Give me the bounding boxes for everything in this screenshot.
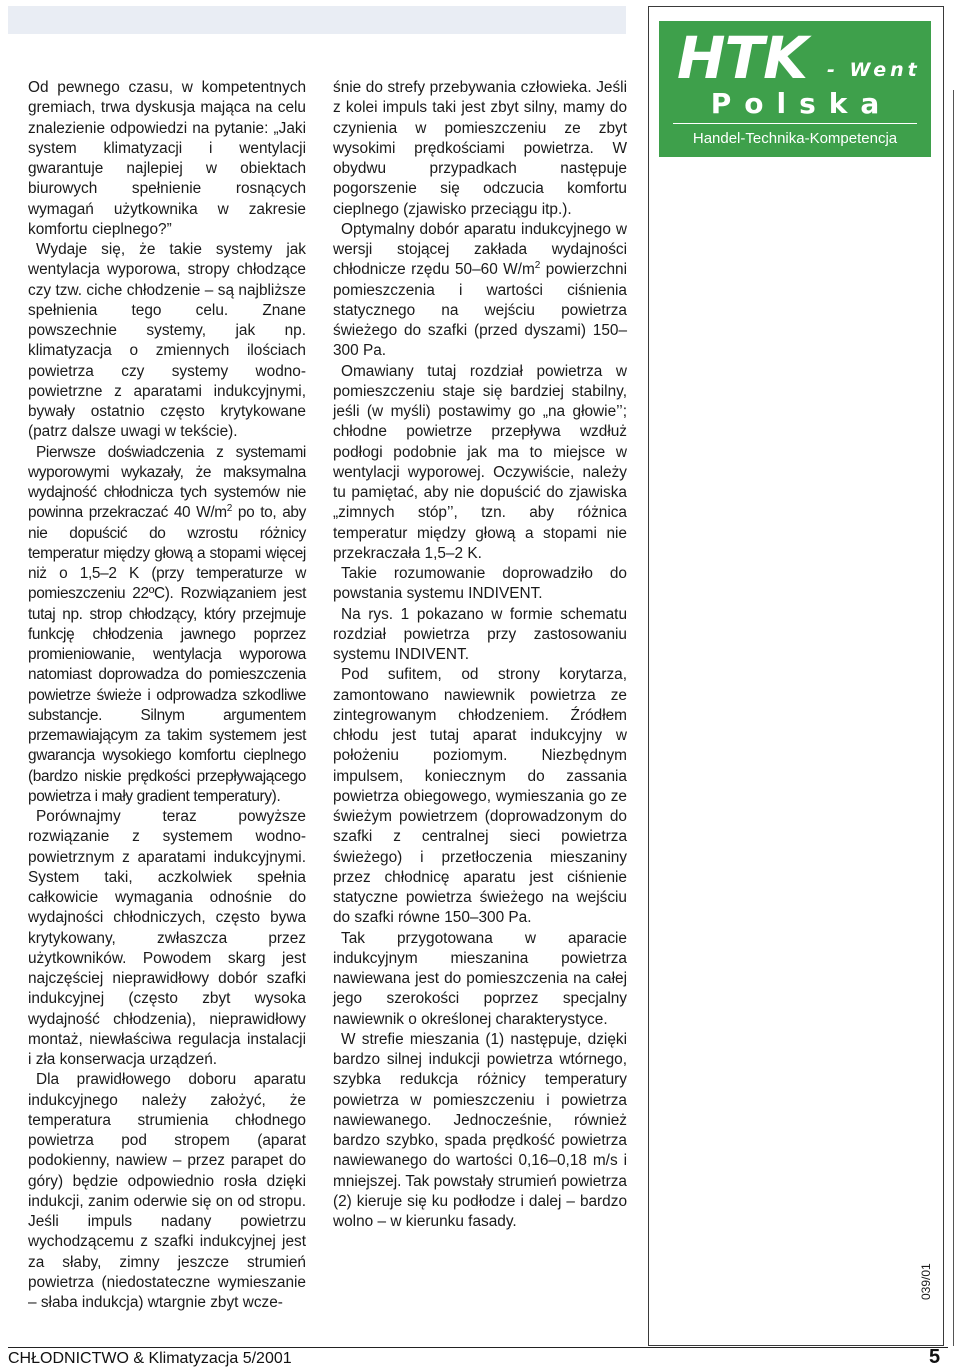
logo-country-text: Polska bbox=[710, 87, 893, 120]
paragraph: W strefie mieszania (1) następuje, dzięki bardzo silnej indukcji powietrza wtórnego, szybka redukcja różnicy temperatury powietrza w pomieszczeniu i powietrza nawiewanego. Jednocześnie, również bardzo szybko, spada prędkość powietrza nawiewanego do wartości 0,16–0,18 m/s i mniejszej. Tak powstały strumień powietrza (2) kieruje się ku podłodze i dalej – bardzo wolno – w kierunku fasady. bbox=[333, 1030, 627, 1230]
footer-divider bbox=[8, 1347, 948, 1348]
paragraph: Dla prawidłowego doboru aparatu indukcyjnego należy założyć, że temperatura strumienia chłodnego powietrza pod stropem (aparat podokienny, nawiew – przez parapet do góry) będzie odpowiednio rosła dzięki indukcji, zanim oderwie się on od stropu. Jeśli impuls nadany powietrzu wychodzącemu z szafki indukcyjnej jest za słaby, zimny jeszcze strumień powietrza (niedostateczne wymieszanie – słaba indukcja) wtargnie zbyt wcze- bbox=[28, 1071, 306, 1311]
paragraph: Tak przygotowana w aparacie indukcyjnym mieszanina powietrza nawiewana jest do pomieszczenia na całej jego szerokości poprzez specjalny nawiewnik o określonej charakterystyce. bbox=[333, 929, 627, 1028]
footer-publication: CHŁODNICTWO & Klimatyzacja 5/2001 bbox=[8, 1350, 292, 1367]
htk-went-logo bbox=[659, 21, 931, 157]
text-column-right bbox=[333, 78, 627, 1232]
text-column-left bbox=[28, 78, 306, 1313]
paragraph: Wydaje się, że takie systemy jak wentylacja wyporowa, stropy chłodzące czy tzw. ciche chłodzenie – są najbliższe spełnienia tego celu. Znane powszechnie systemy, jak np. klimatyzacja o zmiennych ilościach powietrza czy systemy wodno-powietrzne z aparatami indukcyjnymi, bywały ostatnio często krytykowane (patrz dalsze uwagi w tekście). bbox=[28, 241, 306, 441]
page-number: 5 bbox=[929, 1346, 941, 1368]
paragraph: Na rys. 1 pokazano w formie schematu rozdział powietrza przy zastosowaniu systemu INDIVENT. bbox=[333, 605, 627, 663]
logo-htk-text: HTK bbox=[677, 24, 808, 92]
ad-code: 039/01 bbox=[919, 1263, 933, 1300]
paragraph: Porównajmy teraz powyższe rozwiązanie z systemem wodno-powietrznym z aparatami indukcyjnymi. System taki, aczkolwiek spełnia całkowicie wymagania odnośnie do wydajności chłodniczych, często bywa krytykowany, zwłaszcza przez użytkowników. Powodem skarg jest najczęściej nieprawidłowy dobór szafki indukcyjnej (często zbyt wysoka wydajność chłodzenia), nieprawidłowy montaż, niewłaściwa regulacja instalacji i zła konserwacja urządzeń. bbox=[28, 808, 306, 1068]
logo-divider bbox=[673, 123, 917, 124]
paragraph: Optymalny dobór aparatu indukcyjnego w wersji stojącej zakłada wydajności chłodnicze rzędu 50–60 $W/m^2$ powierzchni pomieszczenia i wartości ciśnienia statycznego na wejściu powietrza świeżego do szafki (przed dyszami) 150–300 Pa. bbox=[333, 220, 627, 360]
logo-went-text: - Went bbox=[827, 59, 921, 81]
paragraph: Pod sufitem, od strony korytarza, zamontowano nawiewnik powietrza ze zintegrowanym chłodzeniem. Źródłem chłodu jest tutaj aparat indukcyjny w położeniu poziomym. Niezbędnym impulsem, koniecznym do zassania powietrza obiegowego, wymieszania go ze świeżym powietrzem (doprowadzonym do szafki z centralnej sieci powietrza świeżego) i przetłoczenia mieszaniny przez chłodnicę aparatu jest ciśnienie statyczne powietrza świeżego na wejściu do szafki równe 150–300 Pa. bbox=[333, 666, 627, 927]
paragraph: Takie rozumowanie doprowadziło do powstania systemu INDIVENT. bbox=[333, 565, 627, 603]
paragraph: Omawiany tutaj rozdział powietrza w pomieszczeniu staje się bardziej stabilny, jeśli (w myśli) postawimy go „na głowie’’; chłodne powietrze przepływa wzdłuż podłogi podobnie jak ma to miejsce w wentylacji wyporowej. Oczywiście, należy tu pamiętać, aby nie dopuścić do zjawiska „zimnych stóp’’, tzn. aby różnica temperatur między głową a stopami nie przekraczała 1,5–2 K. bbox=[333, 362, 627, 562]
paragraph: śnie do strefy przebywania człowieka. Jeśli z kolei impuls taki jest zbyt silny, mamy do czynienia w pomieszczeniu ze zbyt wysokimi prędkościami powietrza. W obydwu przypadkach następuje pogorszenie się odczucia komfortu cieplnego (zjawisko przeciągu itp.). bbox=[333, 79, 627, 218]
advertisement-frame bbox=[648, 6, 944, 1346]
paragraph: Pierwsze doświadczenia z systemami wyporowymi wykazały, że maksymalna wydajność chłodnicza tych systemów nie powinna przekraczać 40 $W/m^2$ po to, aby nie dopuścić do wzrostu różnicy temperatur między głową a stopami więcej niż o 1,5–2 K (przy temperaturze w pomieszczeniu 22ºC). Rozwiązaniem jest tutaj np. strop chłodzący, który przejmuje funkcję chłodzenia jawnego poprzez promieniowanie, wentylacja wyporowa natomiast doprowadza do pomieszczenia powietrze świeże i odprowadza szkodliwe substancje. Silnym argumentem przemawiającym za takim systemem jest gwarancja wysokiego komfortu cieplnego (bardzo niskie prędkości przepływającego powietrza i mały gradient temperatury). bbox=[28, 443, 306, 805]
header-bar bbox=[8, 6, 626, 34]
logo-tagline: Handel-Technika-Kompetencja bbox=[692, 130, 898, 147]
margin-rule bbox=[953, 90, 954, 1346]
paragraph: Od pewnego czasu, w kompetentnych gremiach, trwa dyskusja mająca na celu znalezienie odpowiedzi na pytanie: „Jaki system klimatyzacji i wentylacji gwarantuje najlepiej w obiektach biurowych spełnienie rosnących wymagań użytkownika w zakresie komfortu cieplnego?” bbox=[28, 79, 306, 238]
